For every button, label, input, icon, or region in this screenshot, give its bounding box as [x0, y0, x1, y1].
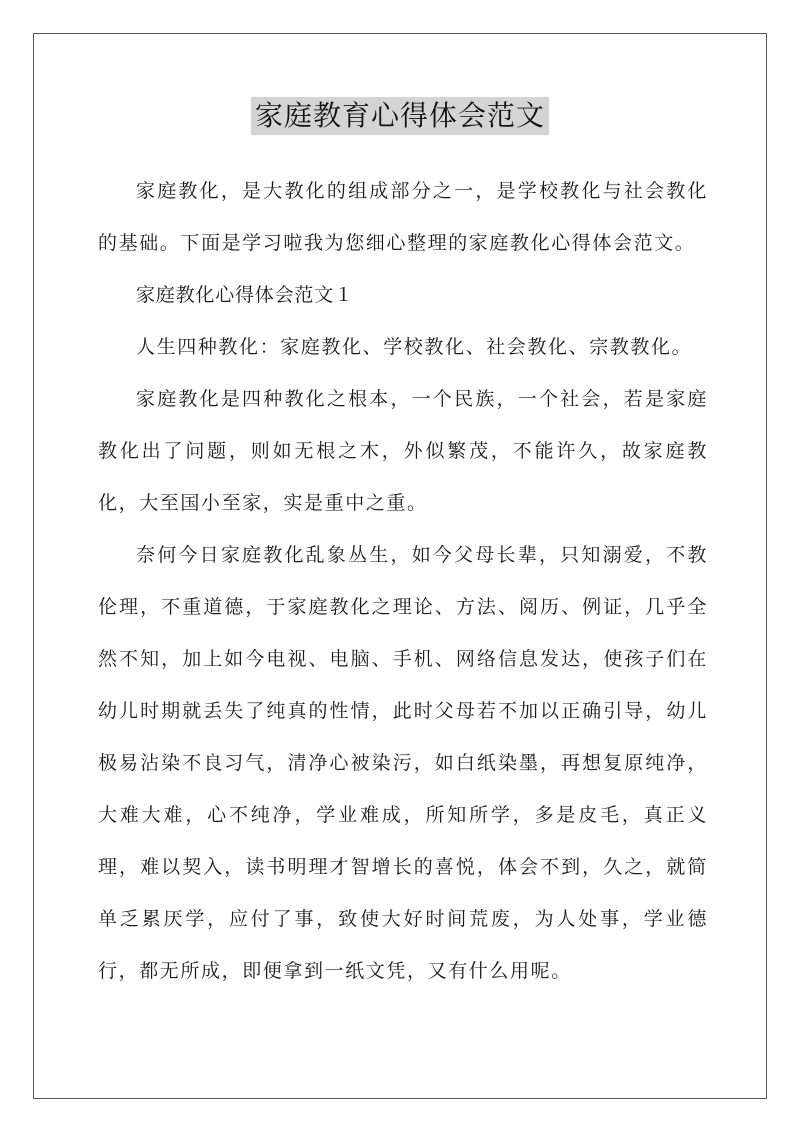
document-title: 家庭教育心得体会范文: [251, 97, 549, 135]
document-body: [98, 165, 708, 997]
body-paragraph: 人生四种教化：家庭教化、学校教化、社会教化、宗教教化。: [136, 336, 693, 358]
intro-paragraph: 家庭教化，是大教化的组成部分之一，是学校教化与社会教化的基础。下面是学习啦我为您细心整理的家庭教化心得体会范文。: [98, 180, 708, 254]
title-container: [0, 97, 800, 135]
body-paragraph: 奈何今日家庭教化乱象丛生，如今父母长辈，只知溺爱，不教伦理，不重道德，于家庭教化之理论、方法、阅历、例证，几乎全然不知，加上如今电视、电脑、手机、网络信息发达，使孩子们在幼儿时期就丢失了纯真的性情，此时父母若不加以正确引导，幼儿极易沾染不良习气，清净心被染污，如白纸染墨，再想复原纯净，大难大难，心不纯净，学业难成，所知所学，多是皮毛，真正义理，难以契入，读书明理才智增长的喜悦，体会不到，久之，就简单乏累厌学，应付了事，致使大好时间荒废，为人处事，学业德行，都无所成，即便拿到一纸文凭，又有什么用呢。: [98, 544, 708, 982]
section-heading: 家庭教化心得体会范文１: [136, 284, 354, 306]
body-paragraph: 家庭教化是四种教化之根本，一个民族，一个社会，若是家庭教化出了问题，则如无根之木，外似繁茂，不能许久，故家庭教化，大至国小至家，实是重中之重。: [98, 388, 708, 514]
